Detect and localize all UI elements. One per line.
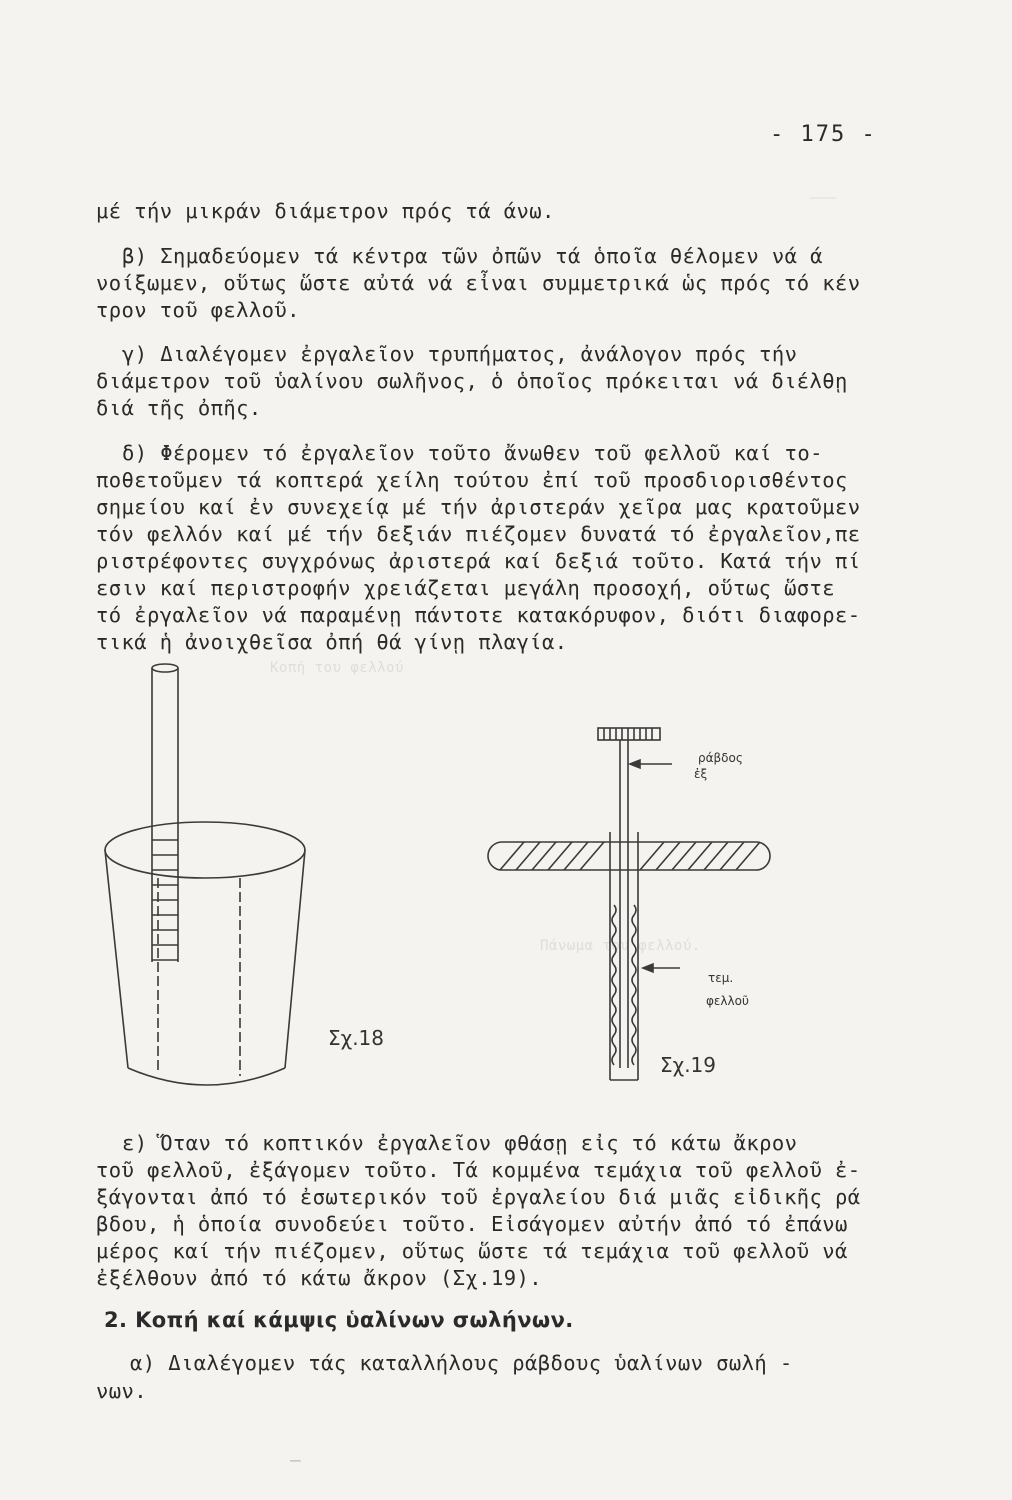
text-line: ξάγονται ἀπό τό ἐσωτερικόν τοῦ ἐργαλείου διά μιᾶς εἰδικῆς ρά bbox=[96, 1185, 861, 1209]
text-line: ριστρέφοντες συγχρόνως ἀριστερά καί δεξιά τοῦτο. Κατά τήν πί bbox=[96, 549, 861, 573]
page: ——— Κοπή του φελλού Πάνωμα του φελλού. - 175 - μέ τήν μικράν διάμετρον πρός τά άνω. β) Σημαδεύομεν τά κέντρα τῶν ὀπῶν τά ὁποῖα θέλομεν νά ά νοίξωμεν, οὕτως ὥστε αὐτά νά εἶναι συμμετρικά ὡς πρός τό κέν τρον τοῦ φελλοῦ. γ) Διαλέγομεν ἐργαλεῖον τρυπήματος, ἀνάλογον πρός τήν διάμετρον τοῦ ὑαλίνου σωλῆνος, ὁ ὁποῖος πρόκειται νά διέλθῃ διά τῆς ὀπῆς. δ) Φέρομεν τό ἐργαλεῖον τοῦτο ἄνωθεν τοῦ φελλοῦ καί το- ποθετοῦμεν τά κοπτερά χείλη τούτου ἐπί τοῦ προσδιορισθέντος σημείου καί ἐν συνεχείᾳ μέ τήν ἀριστεράν χεῖρα μας κρατοῦμεν τόν φελλόν καί μέ τήν δεξιάν πιέζομεν δυνατά τό ἐργαλεῖον,πε ριστρέφοντες συγχρόνως ἀριστερά καί δεξιά τοῦτο. Κατά τήν πί εσιν καί περιστροφήν χρειάζεται μεγάλη προσοχή, οὕτως ὥστε τό ἐργαλεῖον νά παραμένῃ πάντοτε κατακόρυφον, διότι διαφορε- τικά ἡ ἀνοιχθεῖσα ὀπή θά γίνῃ πλαγία. Σχ.18 ράβδος ἐξ τεμ. φελλοῦ Σχ.19 ε) Ὅταν τό κοπτικόν ἐργαλεῖον φθάσῃ εἰς τό κάτω ἄκρον τοῦ φελλοῦ, ἐξάγομεν τοῦτο. Τά κομμένα τεμάχια τοῦ φελλοῦ ἐ- ξάγονται ἀπό τό ἐσωτερικόν τοῦ ἐργαλείου διά μιᾶς εἰδικῆς ρά βδου, ἡ ὁποία συνοδεύει τοῦτο. Εἰσάγομεν αὐτήν ἀπό τό ἐπάνω μέρος καί τήν πιέζομεν, οὕτως ὥστε τά τεμάχια τοῦ φελλοῦ νά ἐξέλθουν ἀπό τό κάτω ἄκρον (Σχ.19). 2. Κοπή καί κάμψις ὑαλίνων σωλήνων. α) Διαλέγομεν τάς καταλλήλους ράβδους ὑαλίνων σωλή - νων. — bbox=[0, 0, 1012, 1500]
text-line: νων. bbox=[96, 1379, 147, 1403]
page-number: - 175 - bbox=[770, 122, 877, 147]
cork-label: τεμ. bbox=[708, 971, 734, 985]
text-line: α) Διαλέγομεν τάς καταλλήλους ράβδους ὑαλίνων σωλή - bbox=[130, 1351, 793, 1375]
text-line: τό ἐργαλεῖον νά παραμένῃ πάντοτε κατακόρυφον, διότι διαφορε- bbox=[96, 603, 861, 627]
text-line: τόν φελλόν καί μέ τήν δεξιάν πιέζομεν δυνατά τό ἐργαλεῖον,πε bbox=[96, 522, 861, 546]
figure-19-caption: Σχ.19 bbox=[660, 1053, 716, 1077]
text-line: γ) Διαλέγομεν ἐργαλεῖον τρυπήματος, ἀνάλογον πρός τήν bbox=[122, 342, 798, 366]
text-line: δ) Φέρομεν τό ἐργαλεῖον τοῦτο ἄνωθεν τοῦ φελλοῦ καί το- bbox=[122, 441, 823, 465]
text-line: ποθετοῦμεν τά κοπτερά χείλη τούτου ἐπί τοῦ προσδιορισθέντος bbox=[96, 468, 848, 492]
text-line: ἐξέλθουν ἀπό τό κάτω ἄκρον (Σχ.19). bbox=[96, 1266, 542, 1290]
text-line: σημείου καί ἐν συνεχείᾳ μέ τήν ἀριστεράν χεῖρα μας κρατοῦμεν bbox=[96, 495, 861, 519]
text-line: διά τῆς ὀπῆς. bbox=[96, 396, 262, 420]
text-line: διάμετρον τοῦ ὑαλίνου σωλῆνος, ὁ ὁποῖος πρόκειται νά διέλθῃ bbox=[96, 369, 848, 393]
text-line: τρον τοῦ φελλοῦ. bbox=[96, 298, 300, 322]
rod-label: ράβδος bbox=[698, 751, 743, 765]
text-line: τοῦ φελλοῦ, ἐξάγομεν τοῦτο. Τά κομμένα τεμάχια τοῦ φελλοῦ ἐ- bbox=[96, 1158, 861, 1182]
text-line: εσιν καί περιστροφήν χρειάζεται μεγάλη προσοχή, οὕτως ὥστε bbox=[96, 576, 836, 600]
figure-18-caption: Σχ.18 bbox=[328, 1026, 384, 1050]
text-line: τικά ἡ ἀνοιχθεῖσα ὀπή θά γίνῃ πλαγία. bbox=[96, 630, 568, 654]
text-line: μέ τήν μικράν διάμετρον πρός τά άνω. bbox=[96, 199, 555, 223]
text-line: μέρος καί τήν πιέζομεν, οὕτως ὥστε τά τεμάχια τοῦ φελλοῦ νά bbox=[96, 1239, 848, 1263]
text-line: βδου, ἡ ὁποία συνοδεύει τοῦτο. Εἰσάγομεν αὐτήν ἀπό τό ἐπάνω bbox=[96, 1212, 848, 1236]
text-line: ε) Ὅταν τό κοπτικόν ἐργαλεῖον φθάσῃ εἰς τό κάτω ἄκρον bbox=[122, 1131, 798, 1155]
figure-18 bbox=[90, 650, 384, 1110]
text-line: νοίξωμεν, οὕτως ὥστε αὐτά νά εἶναι συμμετρικά ὡς πρός τό κέν bbox=[96, 271, 861, 295]
text-line: β) Σημαδεύομεν τά κέντρα τῶν ὀπῶν τά ὁποῖα θέλομεν νά ά bbox=[122, 244, 823, 268]
section-heading: 2. Κοπή καί κάμψις ὑαλίνων σωλήνων. bbox=[104, 1308, 574, 1332]
rod-label-2: ἐξ bbox=[694, 767, 708, 781]
cork-label-2: φελλοῦ bbox=[706, 994, 749, 1008]
figure-19 bbox=[480, 720, 800, 1100]
